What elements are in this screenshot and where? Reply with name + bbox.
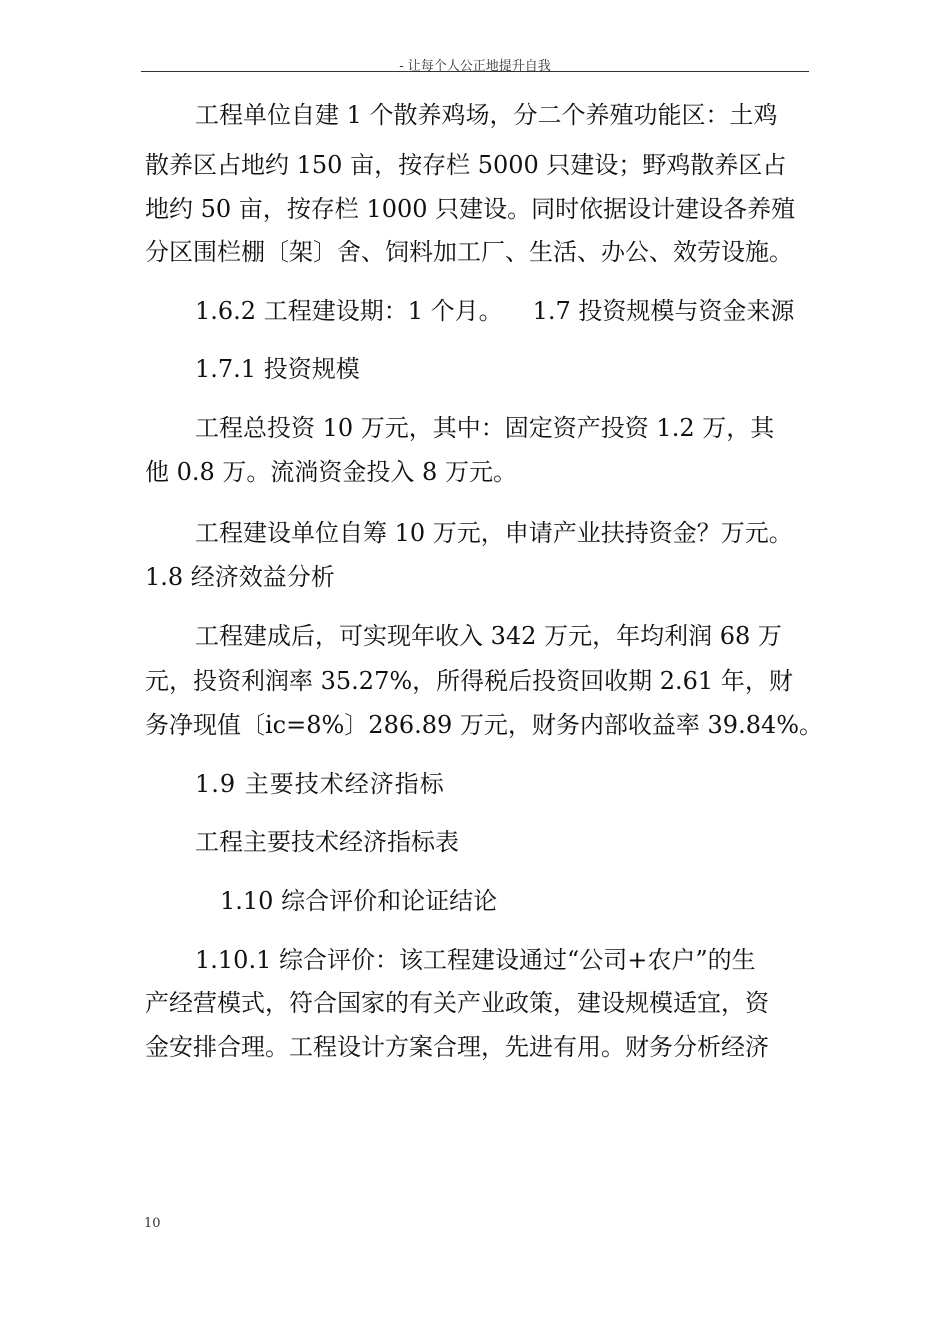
paragraph-line: 工程建成后，可实现年收入 342 万元，年均利润 68 万 — [195, 622, 782, 650]
paragraph-line: 分区围栏棚〔架〕舍、饲料加工厂、生活、办公、效劳设施。 — [145, 238, 793, 266]
header-text: - 让每个人公正地提升自我 — [399, 59, 551, 74]
paragraph-line: 工程单位自建 1 个散养鸡场，分二个养殖功能区：土鸡 — [195, 101, 778, 129]
section-line — [195, 296, 794, 326]
paragraph-line: 工程总投资 10 万元，其中：固定资产投资 1.2 万，其 — [195, 414, 775, 442]
paragraph-line: 地约 50 亩，按存栏 1000 只建设。同时依据设计建设各养殖 — [145, 195, 796, 223]
section-heading-1-6-2: 1.6.2 工程建设期：1 个月。 — [195, 297, 503, 325]
section-heading-1-7: 1.7 投资规模与资金来源 — [532, 297, 795, 325]
paragraph-line: 产经营模式，符合国家的有关产业政策，建设规模适宜，资 — [145, 989, 769, 1017]
header-rule — [141, 71, 809, 72]
section-heading-1-9: 1.9 主要技术经济指标 — [195, 770, 445, 798]
paragraph-line: 工程建设单位自筹 10 万元，申请产业扶持资金？万元。 — [195, 519, 793, 547]
paragraph-line: 金安排合理。工程设计方案合理，先进有用。财务分析经济 — [145, 1033, 769, 1061]
section-heading-1-8: 1.8 经济效益分析 — [145, 563, 335, 591]
table-title: 工程主要技术经济指标表 — [195, 828, 459, 856]
paragraph-line: 元，投资利润率 35.27%，所得税后投资回收期 2.61 年，财 — [145, 667, 793, 695]
paragraph-line: 他 0.8 万。流淌资金投入 8 万元。 — [145, 458, 517, 486]
section-heading-1-10: 1.10 综合评价和论证结论 — [220, 887, 498, 915]
section-heading-1-7-1: 1.7.1 投资规模 — [195, 355, 360, 383]
paragraph-line: 散养区占地约 150 亩，按存栏 5000 只建设；野鸡散养区占 — [145, 151, 787, 179]
paragraph-line: 务净现值〔ic=8%〕286.89 万元，财务内部收益率 39.84%。 — [145, 711, 824, 739]
paragraph-line: 1.10.1 综合评价：该工程建设通过“公司+农户”的生 — [195, 946, 756, 974]
page-number: 10 — [144, 1216, 161, 1231]
